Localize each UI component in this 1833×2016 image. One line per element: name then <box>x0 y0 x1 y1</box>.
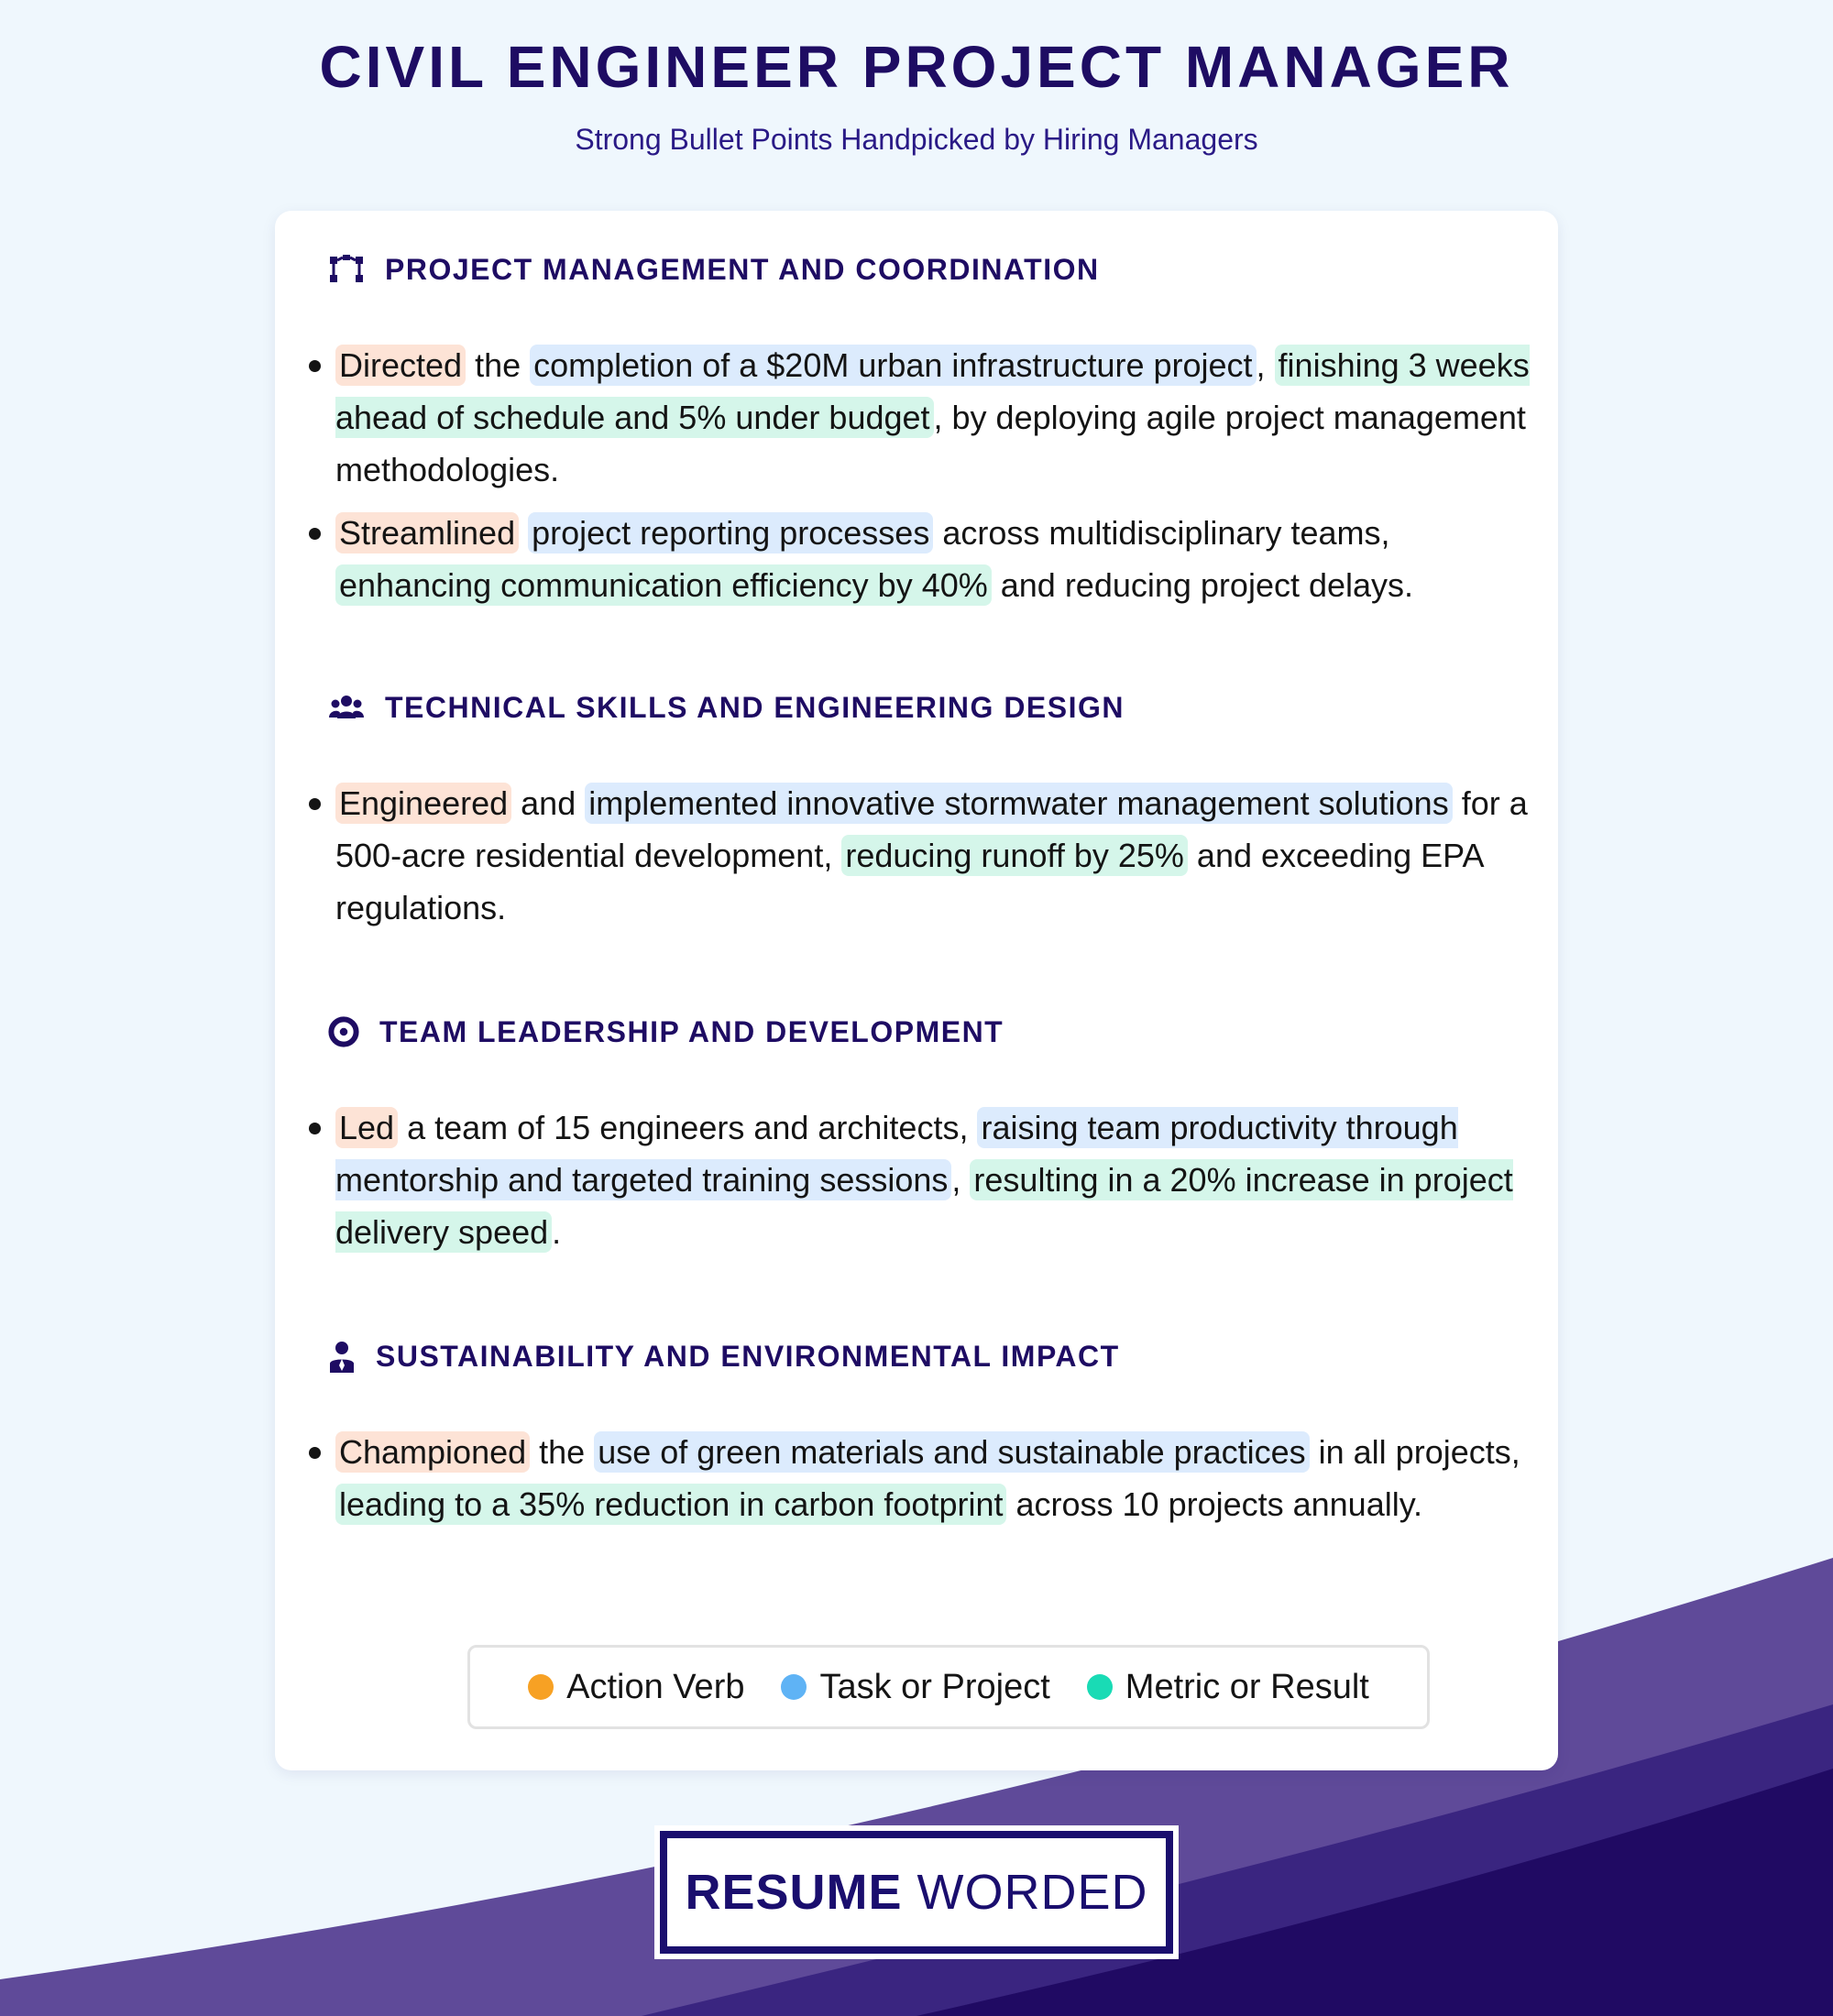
plain-text: and <box>511 784 586 822</box>
plain-text: for a 500-acre residential development, <box>335 784 1528 874</box>
bullet-item <box>335 507 1536 611</box>
bullet-list <box>335 1426 1536 1541</box>
legend-metric-result <box>1087 1668 1369 1707</box>
logo-word-strong: RESUME <box>685 1865 903 1920</box>
bullet-list <box>335 777 1536 945</box>
page-subtitle: Strong Bullet Points Handpicked by Hiring Managers <box>575 123 1258 156</box>
highlight-legend <box>467 1645 1430 1729</box>
legend-task-dot <box>781 1674 807 1700</box>
plain-text: a team of 15 engineers and architects, <box>398 1109 978 1146</box>
logo-word-light: WORDED <box>916 1865 1148 1920</box>
plain-text: , <box>1256 346 1275 384</box>
task-highlight: project reporting processes <box>528 512 933 553</box>
page-title: CIVIL ENGINEER PROJECT MANAGER <box>319 34 1514 100</box>
metric-highlight: resulting in a 20% increase in project delivery speed <box>335 1161 1513 1251</box>
metric-highlight: finishing 3 weeks ahead of schedule and 5% under budget <box>335 346 1530 436</box>
project-network-icon <box>328 251 365 288</box>
plain-text: , <box>951 1161 971 1199</box>
section-heading <box>328 1338 1120 1375</box>
metric-highlight: enhancing communication efficiency by 40% <box>335 564 992 606</box>
action-verb-highlight: Led <box>335 1107 398 1148</box>
action-verb-highlight: Engineered <box>335 783 511 824</box>
legend-label: Task or Project <box>819 1667 1050 1706</box>
section-title: TEAM LEADERSHIP AND DEVELOPMENT <box>379 1015 1004 1048</box>
plain-text: . <box>552 1213 562 1251</box>
team-users-icon <box>328 689 365 726</box>
section-title: PROJECT MANAGEMENT AND COORDINATION <box>385 253 1100 286</box>
bullet-text <box>335 777 1536 934</box>
plain-text: and reducing project delays. <box>991 566 1414 604</box>
section-heading <box>328 251 1100 288</box>
plain-text <box>519 514 528 552</box>
bullet-item <box>335 777 1536 934</box>
plain-text: and exceeding EPA regulations. <box>335 837 1483 926</box>
section-heading <box>328 1013 1004 1050</box>
metric-highlight: leading to a 35% reduction in carbon footprint <box>335 1484 1006 1525</box>
plain-text: across 10 projects annually. <box>1006 1485 1423 1523</box>
section-title: SUSTAINABILITY AND ENVIRONMENTAL IMPACT <box>376 1340 1120 1373</box>
bullet-points-card <box>275 211 1558 1770</box>
action-verb-highlight: Championed <box>335 1431 530 1473</box>
metric-highlight: reducing runoff by 25% <box>841 835 1188 876</box>
task-highlight: implemented innovative stormwater management solutions <box>585 783 1452 824</box>
page-header <box>0 31 1833 158</box>
bullet-text <box>335 507 1536 611</box>
legend-action-dot <box>528 1674 554 1700</box>
plain-text: the <box>530 1433 595 1471</box>
bullet-item <box>335 1426 1536 1530</box>
plain-text: the <box>466 346 531 384</box>
action-verb-highlight: Directed <box>335 345 466 386</box>
legend-task-project <box>781 1668 1049 1707</box>
action-verb-highlight: Streamlined <box>335 512 519 553</box>
bullet-item <box>335 339 1536 496</box>
plain-text: in all projects, <box>1309 1433 1520 1471</box>
task-highlight: completion of a $20M urban infrastructure project <box>530 345 1256 386</box>
legend-action-verb <box>528 1668 744 1707</box>
plain-text: , by deploying agile project management methodologies. <box>335 399 1526 488</box>
plain-text: across multidisciplinary teams, <box>933 514 1390 552</box>
section-heading <box>328 689 1125 726</box>
section-title: TECHNICAL SKILLS AND ENGINEERING DESIGN <box>385 691 1125 724</box>
target-circle-icon <box>328 1016 359 1047</box>
legend-label: Action Verb <box>566 1667 745 1706</box>
task-highlight: use of green materials and sustainable practices <box>594 1431 1309 1473</box>
resume-worded-logo[interactable] <box>660 1831 1173 1954</box>
bullet-item <box>335 1101 1536 1258</box>
task-highlight: raising team productivity through mentorship and targeted training sessions <box>335 1109 1458 1199</box>
bullet-text <box>335 1101 1536 1258</box>
legend-metric-dot <box>1087 1674 1113 1700</box>
legend-label: Metric or Result <box>1125 1667 1369 1706</box>
bullet-text <box>335 1426 1536 1530</box>
bullet-text <box>335 339 1536 496</box>
person-tie-icon <box>328 1338 356 1375</box>
bullet-list <box>335 339 1536 622</box>
bullet-list <box>335 1101 1536 1269</box>
